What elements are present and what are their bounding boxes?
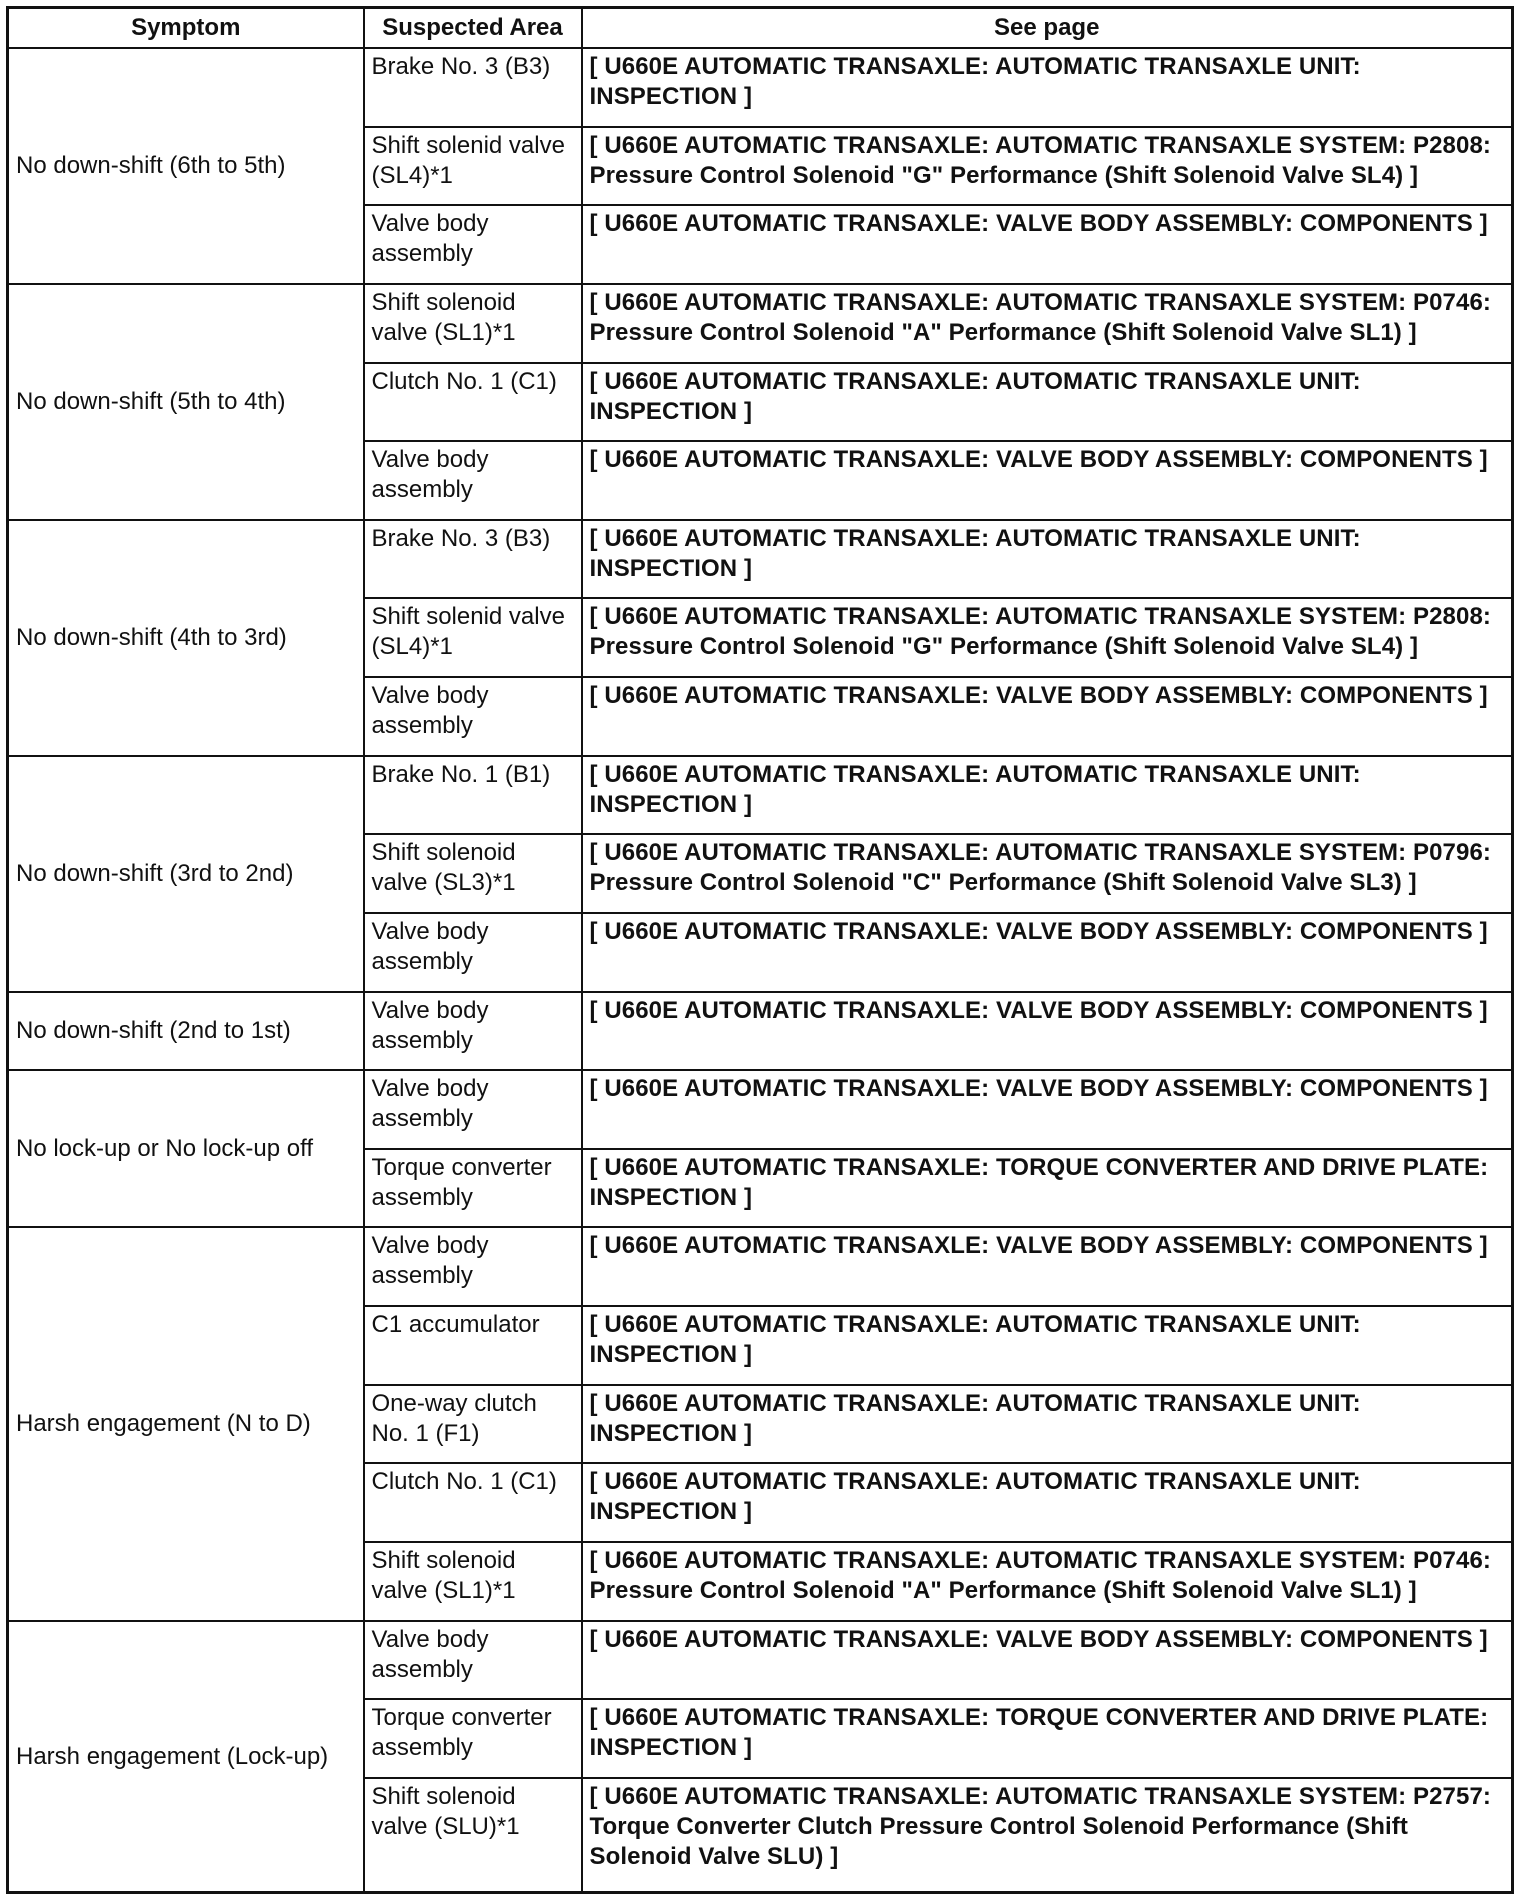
suspected-area-cell: Shift solenid valve (SL4)*1 [364, 598, 582, 677]
suspected-area-cell: Brake No. 1 (B1) [364, 756, 582, 835]
suspected-area-cell: Valve body assembly [364, 913, 582, 992]
header-symptom: Symptom [8, 8, 364, 49]
symptom-cell: No lock-up or No lock-up off [8, 1070, 364, 1227]
see-page-reference: [ U660E AUTOMATIC TRANSAXLE: AUTOMATIC TRANSAXLE SYSTEM: P2808: Pressure Control Solenoid "G" Performance (Shift Solenoid Valve SL4) ] [582, 598, 1513, 677]
suspected-area-cell: Shift solenoid valve (SLU)*1 [364, 1778, 582, 1893]
header-suspected-area: Suspected Area [364, 8, 582, 49]
suspected-area-cell: Valve body assembly [364, 677, 582, 756]
symptom-cell: No down-shift (4th to 3rd) [8, 520, 364, 756]
see-page-reference: [ U660E AUTOMATIC TRANSAXLE: AUTOMATIC TRANSAXLE SYSTEM: P0796: Pressure Control Solenoid "C" Performance (Shift Solenoid Valve SL3) ] [582, 834, 1513, 913]
table-body [8, 48, 1513, 1893]
header-row [8, 8, 1513, 49]
see-page-reference: [ U660E AUTOMATIC TRANSAXLE: AUTOMATIC TRANSAXLE UNIT: INSPECTION ] [582, 1385, 1513, 1464]
suspected-area-cell: Valve body assembly [364, 441, 582, 520]
table-row [8, 1621, 1513, 1700]
see-page-reference: [ U660E AUTOMATIC TRANSAXLE: VALVE BODY ASSEMBLY: COMPONENTS ] [582, 1621, 1513, 1700]
suspected-area-cell: Brake No. 3 (B3) [364, 520, 582, 599]
see-page-reference: [ U660E AUTOMATIC TRANSAXLE: AUTOMATIC TRANSAXLE UNIT: INSPECTION ] [582, 1463, 1513, 1542]
table-row [8, 1070, 1513, 1149]
table-row [8, 284, 1513, 363]
suspected-area-cell: Torque converter assembly [364, 1149, 582, 1228]
suspected-area-cell: Clutch No. 1 (C1) [364, 363, 582, 442]
suspected-area-cell: Brake No. 3 (B3) [364, 48, 582, 127]
see-page-reference: [ U660E AUTOMATIC TRANSAXLE: VALVE BODY ASSEMBLY: COMPONENTS ] [582, 992, 1513, 1071]
see-page-reference: [ U660E AUTOMATIC TRANSAXLE: AUTOMATIC TRANSAXLE SYSTEM: P0746: Pressure Control Solenoid "A" Performance (Shift Solenoid Valve SL1) ] [582, 284, 1513, 363]
suspected-area-cell: Shift solenoid valve (SL1)*1 [364, 1542, 582, 1621]
suspected-area-cell: Valve body assembly [364, 1227, 582, 1306]
table-row [8, 48, 1513, 127]
symptom-cell: Harsh engagement (N to D) [8, 1227, 364, 1620]
table-row [8, 520, 1513, 599]
see-page-reference: [ U660E AUTOMATIC TRANSAXLE: VALVE BODY ASSEMBLY: COMPONENTS ] [582, 205, 1513, 284]
see-page-reference: [ U660E AUTOMATIC TRANSAXLE: AUTOMATIC TRANSAXLE SYSTEM: P0746: Pressure Control Solenoid "A" Performance (Shift Solenoid Valve SL1) ] [582, 1542, 1513, 1621]
see-page-reference: [ U660E AUTOMATIC TRANSAXLE: VALVE BODY ASSEMBLY: COMPONENTS ] [582, 1227, 1513, 1306]
suspected-area-cell: Valve body assembly [364, 205, 582, 284]
see-page-reference: [ U660E AUTOMATIC TRANSAXLE: VALVE BODY ASSEMBLY: COMPONENTS ] [582, 913, 1513, 992]
troubleshooting-table [6, 6, 1514, 1894]
header-see-page: See page [582, 8, 1513, 49]
suspected-area-cell: Shift solenoid valve (SL3)*1 [364, 834, 582, 913]
symptom-cell: No down-shift (3rd to 2nd) [8, 756, 364, 992]
suspected-area-cell: C1 accumulator [364, 1306, 582, 1385]
suspected-area-cell: Valve body assembly [364, 1621, 582, 1700]
symptom-cell: No down-shift (5th to 4th) [8, 284, 364, 520]
table-row [8, 1227, 1513, 1306]
see-page-reference: [ U660E AUTOMATIC TRANSAXLE: TORQUE CONVERTER AND DRIVE PLATE: INSPECTION ] [582, 1699, 1513, 1778]
see-page-reference: [ U660E AUTOMATIC TRANSAXLE: VALVE BODY ASSEMBLY: COMPONENTS ] [582, 1070, 1513, 1149]
suspected-area-cell: Valve body assembly [364, 1070, 582, 1149]
suspected-area-cell: Valve body assembly [364, 992, 582, 1071]
see-page-reference: [ U660E AUTOMATIC TRANSAXLE: AUTOMATIC TRANSAXLE UNIT: INSPECTION ] [582, 1306, 1513, 1385]
suspected-area-cell: Torque converter assembly [364, 1699, 582, 1778]
suspected-area-cell: Shift solenid valve (SL4)*1 [364, 127, 582, 206]
symptom-cell: No down-shift (6th to 5th) [8, 48, 364, 284]
suspected-area-cell: Clutch No. 1 (C1) [364, 1463, 582, 1542]
table-row [8, 992, 1513, 1071]
see-page-reference: [ U660E AUTOMATIC TRANSAXLE: AUTOMATIC TRANSAXLE SYSTEM: P2757: Torque Converter Clutch Pressure Control Solenoid Performance (Shift Solenoid Valve SLU) ] [582, 1778, 1513, 1893]
suspected-area-cell: Shift solenoid valve (SL1)*1 [364, 284, 582, 363]
see-page-reference: [ U660E AUTOMATIC TRANSAXLE: TORQUE CONVERTER AND DRIVE PLATE: INSPECTION ] [582, 1149, 1513, 1228]
see-page-reference: [ U660E AUTOMATIC TRANSAXLE: VALVE BODY ASSEMBLY: COMPONENTS ] [582, 677, 1513, 756]
symptom-cell: No down-shift (2nd to 1st) [8, 992, 364, 1071]
see-page-reference: [ U660E AUTOMATIC TRANSAXLE: AUTOMATIC TRANSAXLE UNIT: INSPECTION ] [582, 520, 1513, 599]
suspected-area-cell: One-way clutch No. 1 (F1) [364, 1385, 582, 1464]
symptom-cell: Harsh engagement (Lock-up) [8, 1621, 364, 1893]
see-page-reference: [ U660E AUTOMATIC TRANSAXLE: AUTOMATIC TRANSAXLE SYSTEM: P2808: Pressure Control Solenoid "G" Performance (Shift Solenoid Valve SL4) ] [582, 127, 1513, 206]
see-page-reference: [ U660E AUTOMATIC TRANSAXLE: AUTOMATIC TRANSAXLE UNIT: INSPECTION ] [582, 48, 1513, 127]
see-page-reference: [ U660E AUTOMATIC TRANSAXLE: VALVE BODY ASSEMBLY: COMPONENTS ] [582, 441, 1513, 520]
see-page-reference: [ U660E AUTOMATIC TRANSAXLE: AUTOMATIC TRANSAXLE UNIT: INSPECTION ] [582, 363, 1513, 442]
table-row [8, 756, 1513, 835]
see-page-reference: [ U660E AUTOMATIC TRANSAXLE: AUTOMATIC TRANSAXLE UNIT: INSPECTION ] [582, 756, 1513, 835]
